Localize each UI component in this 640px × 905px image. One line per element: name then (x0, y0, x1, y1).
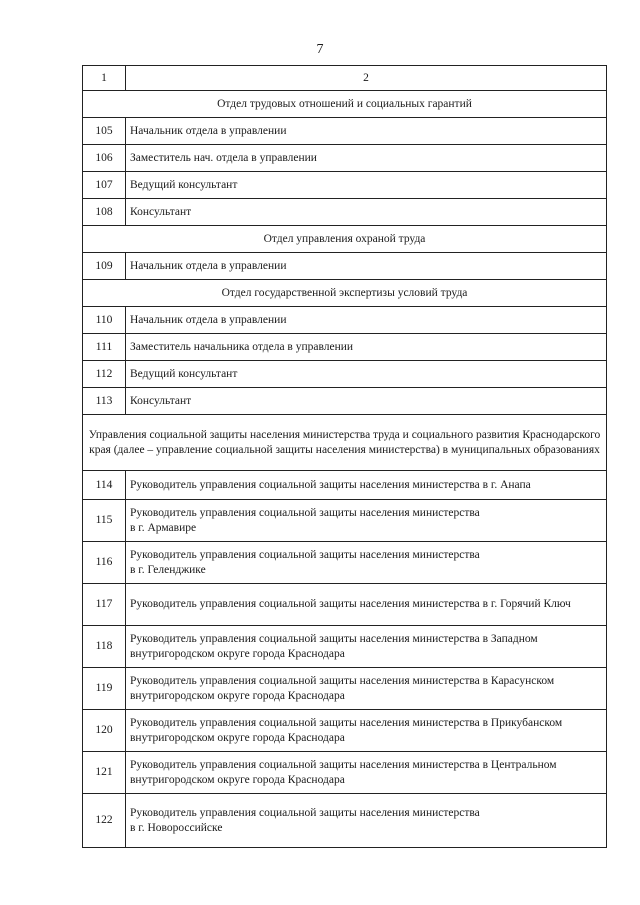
table-row (83, 307, 607, 334)
row-number: 109 (83, 253, 126, 280)
table-row (83, 334, 607, 361)
table-row (83, 668, 607, 710)
table-row (83, 361, 607, 388)
position-title: Ведущий консультант (126, 172, 607, 199)
row-number: 107 (83, 172, 126, 199)
position-title: Руководитель управления социальной защиты населения министерства в г. Армавире (126, 500, 607, 542)
position-title: Ведущий консультант (126, 361, 607, 388)
table-row (83, 388, 607, 415)
table-header-row (83, 66, 607, 91)
table-row (83, 253, 607, 280)
row-number: 106 (83, 145, 126, 172)
position-title: Руководитель управления социальной защиты населения министерства в г. Геленджике (126, 542, 607, 584)
table-row (83, 752, 607, 794)
position-title: Руководитель управления социальной защиты населения министерства в Центральном внутригородском округе города Краснодара (126, 752, 607, 794)
section-heading-row (83, 280, 607, 307)
position-title: Начальник отдела в управлении (126, 307, 607, 334)
row-number: 115 (83, 500, 126, 542)
section-heading: Отдел государственной экспертизы условий труда (83, 280, 607, 307)
section-heading-row (83, 91, 607, 118)
table-row (83, 500, 607, 542)
table-row (83, 118, 607, 145)
header-col-number: 1 (83, 66, 126, 91)
row-number: 114 (83, 471, 126, 500)
table-row (83, 626, 607, 668)
position-title: Руководитель управления социальной защиты населения министерства в Карасунском внутригородском округе города Краснодара (126, 668, 607, 710)
page-number: 7 (316, 42, 324, 57)
header-col-title: 2 (126, 66, 607, 91)
position-title: Руководитель управления социальной защиты населения министерства в г. Новороссийске (126, 794, 607, 848)
row-number: 119 (83, 668, 126, 710)
row-number: 116 (83, 542, 126, 584)
position-title: Руководитель управления социальной защиты населения министерства в Прикубанском внутригородском округе города Краснодара (126, 710, 607, 752)
table-row (83, 172, 607, 199)
table-row (83, 199, 607, 226)
position-title: Начальник отдела в управлении (126, 118, 607, 145)
row-number: 122 (83, 794, 126, 848)
row-number: 118 (83, 626, 126, 668)
row-number: 110 (83, 307, 126, 334)
table-row (83, 145, 607, 172)
position-title: Руководитель управления социальной защиты населения министерства в г. Горячий Ключ (126, 584, 607, 626)
section-heading: Отдел управления охраной труда (83, 226, 607, 253)
table-row (83, 542, 607, 584)
position-title: Заместитель нач. отдела в управлении (126, 145, 607, 172)
position-title: Руководитель управления социальной защиты населения министерства в г. Анапа (126, 471, 607, 500)
position-title: Консультант (126, 199, 607, 226)
position-title: Начальник отдела в управлении (126, 253, 607, 280)
position-title: Руководитель управления социальной защиты населения министерства в Западном внутригородском округе города Краснодара (126, 626, 607, 668)
section-heading: Управления социальной защиты населения министерства труда и социального развития Краснодарского края (далее – управление социальной защиты населения министерства) в муниципальных образованиях (83, 415, 607, 471)
positions-table (82, 65, 607, 848)
section-heading-row (83, 415, 607, 471)
row-number: 121 (83, 752, 126, 794)
position-title: Консультант (126, 388, 607, 415)
section-heading: Отдел трудовых отношений и социальных гарантий (83, 91, 607, 118)
row-number: 112 (83, 361, 126, 388)
table-row (83, 584, 607, 626)
row-number: 117 (83, 584, 126, 626)
section-heading-row (83, 226, 607, 253)
table-row (83, 710, 607, 752)
row-number: 108 (83, 199, 126, 226)
position-title: Заместитель начальника отдела в управлении (126, 334, 607, 361)
row-number: 105 (83, 118, 126, 145)
row-number: 113 (83, 388, 126, 415)
row-number: 111 (83, 334, 126, 361)
row-number: 120 (83, 710, 126, 752)
table-row (83, 794, 607, 848)
table-row (83, 471, 607, 500)
